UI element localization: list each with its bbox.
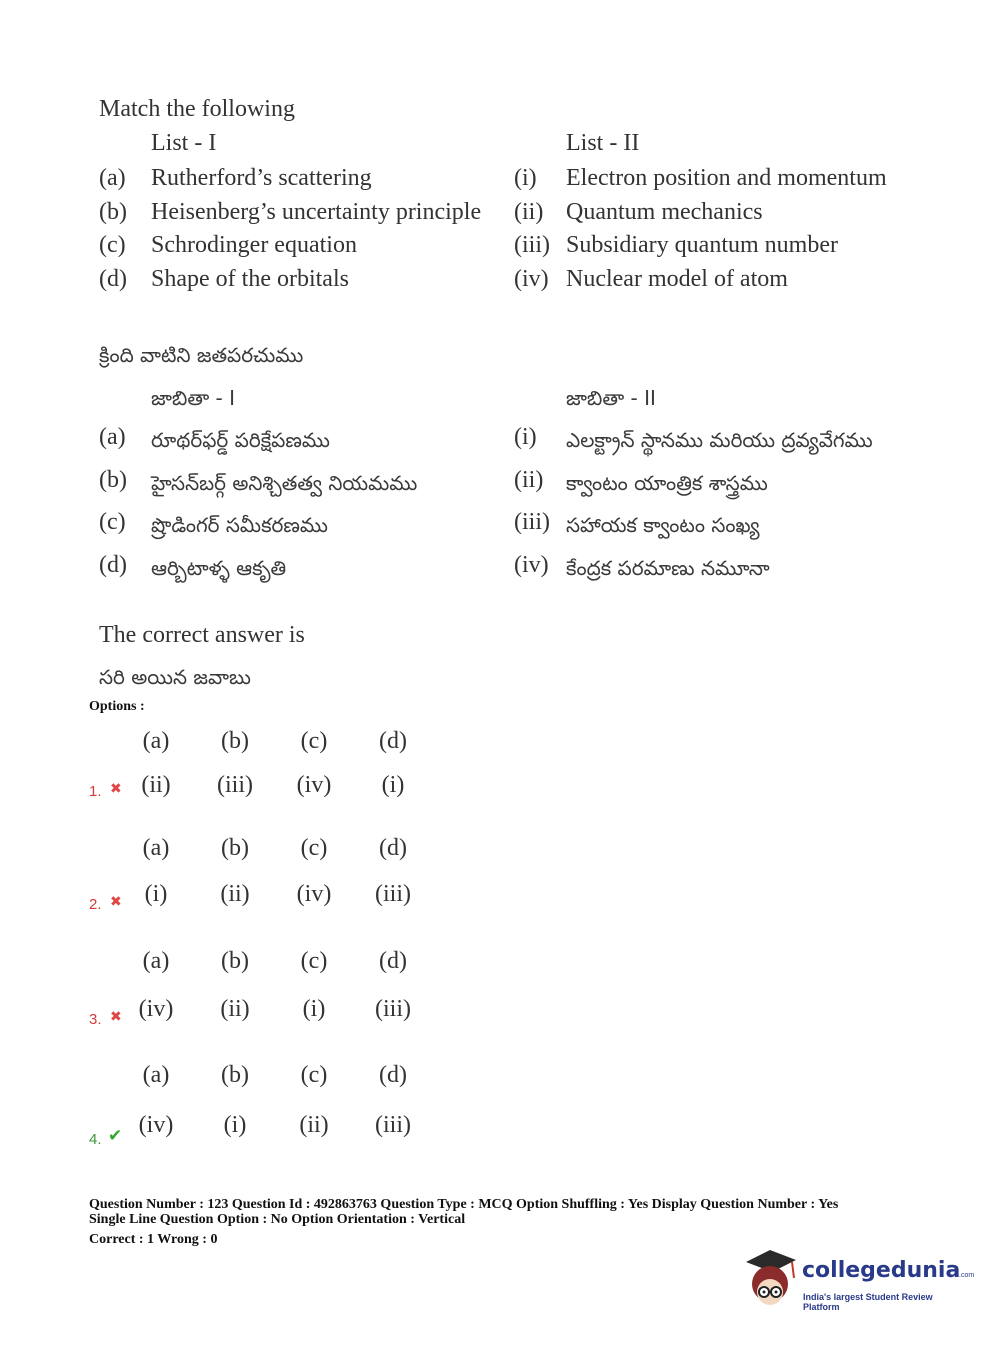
- list2-header-telugu: జాబితా - II: [566, 386, 656, 410]
- option-head: (d): [379, 728, 407, 754]
- wrong-icon: ✖: [110, 894, 122, 910]
- question-title-telugu: క్రింది వాటిని జతపరచుము: [99, 343, 304, 367]
- option-head: (a): [142, 1062, 170, 1088]
- option-number: 2.: [89, 896, 102, 913]
- answer-prompt-telugu: సరి అయిన జవాబు: [99, 665, 251, 689]
- list2-header: List - II: [566, 130, 640, 156]
- list1-item-telugu: రూథర్‌ఫర్డ్ పరిక్షేపణము: [151, 428, 330, 452]
- option-head: (d): [379, 1062, 407, 1088]
- list2-item-telugu: ఎలక్ట్రాన్ స్థానము మరియు ద్రవ్యవేగము: [566, 428, 873, 452]
- question-meta-line-1: Question Number : 123 Question Id : 492863763 Question Type : MCQ Option Shuffling : Yes Display Question Number : Yes: [89, 1197, 839, 1212]
- option-value: (iv): [296, 772, 332, 798]
- option-value: (ii): [141, 772, 171, 798]
- option-head: (b): [221, 948, 249, 974]
- row-label: (i): [514, 165, 537, 191]
- collegedunia-logo: [740, 1248, 975, 1312]
- option-head: (b): [221, 728, 249, 754]
- option-value: (ii): [299, 1112, 329, 1138]
- option-value: (i): [223, 1112, 247, 1138]
- option-head: (d): [379, 948, 407, 974]
- option-head: (a): [142, 948, 170, 974]
- row-label: (b): [99, 199, 127, 225]
- option-value: (i): [144, 881, 168, 907]
- option-value: (iii): [375, 881, 411, 907]
- row-label: (iv): [514, 266, 549, 292]
- list1-item: Shape of the orbitals: [151, 266, 349, 292]
- list1-item-telugu: ఆర్బిటాళ్ళ ఆకృతి: [151, 556, 287, 580]
- option-value: (iii): [375, 996, 411, 1022]
- row-label: (c): [99, 232, 126, 258]
- wrong-icon: ✖: [110, 781, 122, 797]
- option-value: (iv): [296, 881, 332, 907]
- list1-item: Schrodinger equation: [151, 232, 357, 258]
- option-head: (d): [379, 835, 407, 861]
- mascot-icon: [740, 1248, 802, 1312]
- option-head: (a): [142, 835, 170, 861]
- list2-item: Nuclear model of atom: [566, 266, 788, 292]
- list1-header-telugu: జాబితా - I: [151, 386, 236, 410]
- list1-item-telugu: ష్రొడింగర్ సమీకరణము: [151, 513, 328, 537]
- option-head: (c): [300, 948, 328, 974]
- list2-item: Electron position and momentum: [566, 165, 887, 191]
- logo-suffix: .com: [959, 1272, 975, 1279]
- option-number: 3.: [89, 1011, 102, 1028]
- answer-prompt: The correct answer is: [99, 622, 305, 648]
- row-label: (iii): [514, 232, 550, 258]
- option-value: (iii): [375, 1112, 411, 1138]
- list1-item: Heisenberg’s uncertainty principle: [151, 199, 482, 225]
- list2-item: Subsidiary quantum number: [566, 232, 838, 258]
- option-head: (c): [300, 728, 328, 754]
- question-title: Match the following: [99, 96, 295, 122]
- options-label: Options :: [89, 699, 145, 714]
- logo-tagline: India's largest Student Review Platform: [803, 1292, 933, 1312]
- option-value: (iv): [138, 996, 174, 1022]
- row-label: (a): [99, 165, 126, 191]
- list1-item-telugu: హైసన్‌బర్గ్ అనిశ్చితత్వ నియమము: [151, 471, 418, 495]
- wrong-icon: ✖: [110, 1009, 122, 1025]
- list1-header: List - I: [151, 130, 217, 156]
- row-label: (c): [99, 509, 126, 535]
- list2-item-telugu: క్వాంటం యాంత్రిక శాస్త్రము: [566, 471, 768, 495]
- option-value: (iv): [138, 1112, 174, 1138]
- logo-wordmark: collegedunia: [802, 1258, 961, 1283]
- question-meta-line-2: Single Line Question Option : No Option Orientation : Vertical: [89, 1212, 466, 1227]
- list2-item-telugu: సహాయక క్వాంటం సంఖ్య: [566, 513, 760, 537]
- option-value: (i): [302, 996, 326, 1022]
- checkmark-icon: ✔: [108, 1126, 123, 1146]
- list2-item-telugu: కేంద్రక పరమాణు నమూనా: [566, 556, 770, 580]
- option-number: 1.: [89, 783, 102, 800]
- row-label: (i): [514, 424, 537, 450]
- option-value: (iii): [217, 772, 253, 798]
- option-head: (c): [300, 1062, 328, 1088]
- row-label: (ii): [514, 467, 544, 493]
- row-label: (iv): [514, 552, 549, 578]
- score-summary: Correct : 1 Wrong : 0: [89, 1232, 218, 1247]
- list1-item: Rutherford’s scattering: [151, 165, 372, 191]
- row-label: (ii): [514, 199, 544, 225]
- row-label: (b): [99, 467, 127, 493]
- option-head: (b): [221, 835, 249, 861]
- row-label: (d): [99, 266, 127, 292]
- option-value: (i): [381, 772, 405, 798]
- row-label: (iii): [514, 509, 550, 535]
- option-head: (a): [142, 728, 170, 754]
- list2-item: Quantum mechanics: [566, 199, 763, 225]
- option-number: 4.: [89, 1131, 102, 1148]
- option-head: (b): [221, 1062, 249, 1088]
- row-label: (a): [99, 424, 126, 450]
- option-head: (c): [300, 835, 328, 861]
- row-label: (d): [99, 552, 127, 578]
- option-value: (ii): [220, 996, 250, 1022]
- option-value: (ii): [220, 881, 250, 907]
